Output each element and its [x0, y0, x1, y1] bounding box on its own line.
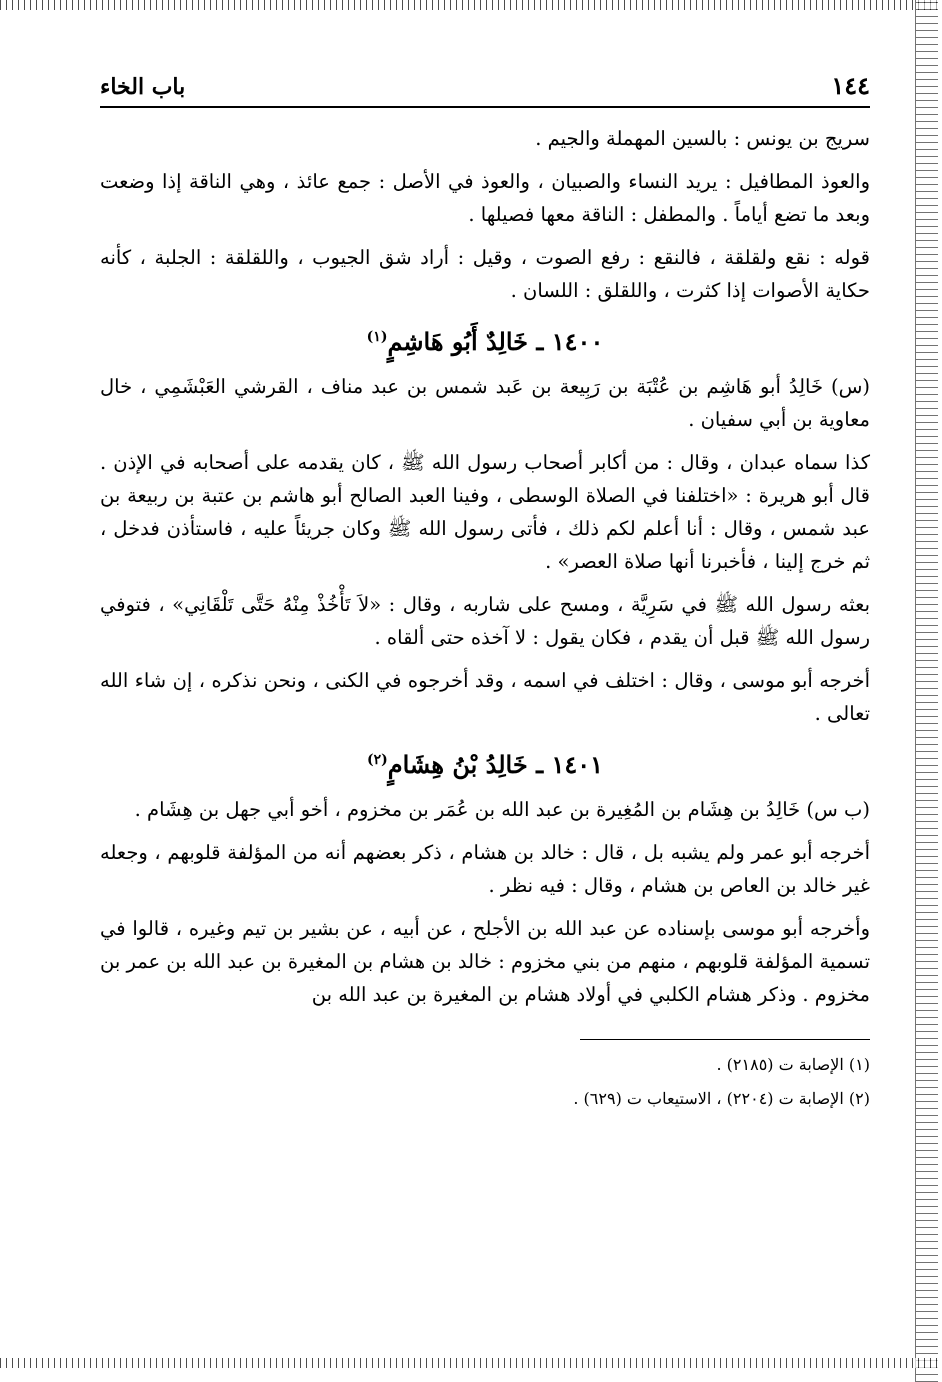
decorative-border-right [915, 0, 938, 1382]
paragraph: وأخرجه أبو موسى بإسناده عن عبد الله بن الأجلح ، عن أبيه ، عن بشير بن تيم وغيره ، قالوا في تسمية المؤلفة قلوبهم ، منهم من بني مخزوم : خالد بن هشام بن المغيرة بن عبد الله بن عمر بن مخزوم . وذكر هشام الكلبي في أولاد هشام بن المغيرة بن عبد الله بن [100, 917, 870, 1006]
paragraph: (ب س) خَالِدُ بن هِشَام بن المُغِيرة بن عبد الله بن عُمَر بن مخزوم ، أخو أبي جهل بن هِشَام . [134, 798, 870, 821]
body-text [100, 122, 870, 1011]
footnote: (١) الإصابة ت (٢١٨٥) . [716, 1055, 870, 1074]
decorative-border-bottom [0, 1358, 942, 1368]
paragraph: بعثه رسول الله ﷺ في سَرِيَّة ، ومسح على شاربه ، وقال : «لاَ تَأْخُذْ مِنْهُ حَتَّى تَلْقَانِي» ، فتوفي رسول الله ﷺ قبل أن يقدم ، فكان يقول : لا آخذه حتى ألقاه . [100, 593, 870, 649]
book-page [100, 66, 870, 1116]
footnote-divider [580, 1039, 870, 1040]
footnote-ref: (٢) [366, 752, 388, 768]
entry-heading-1400 [100, 317, 870, 362]
paragraph: أخرجه أبو موسى ، وقال : اختلف في اسمه ، وقد أخرجوه في الكنى ، ونحن نذكره ، إن شاء الله تعالى . [100, 669, 870, 725]
paragraph: سريج بن يونس : بالسين المهملة والجيم . [535, 127, 870, 150]
paragraph: أخرجه أبو عمر ولم يشبه بل ، قال : خالد بن هشام ، ذكر بعضهم أنه من المؤلفة قلوبهم ، وجعله غير خالد بن العاص بن هشام ، وقال : فيه نظر . [100, 841, 870, 897]
page-number: ١٤٤ [831, 71, 870, 100]
footnote-ref: (١) [366, 329, 388, 345]
section-title: باب الخاء [100, 74, 186, 100]
running-header [100, 66, 870, 108]
paragraph: والعوذ المطافيل : يريد النساء والصبيان ، والعوذ في الأصل : جمع عائذ ، وهي الناقة إذا وضعت وبعد ما تضع أياماً . والمطفل : الناقة معها فصيلها . [100, 170, 870, 226]
paragraph: (س) خَالِدُ أبو هَاشِم بن عُتْبَة بن رَبِيعة بن عَبد شمس بن عبد مناف ، القرشي العَبْشَمِي ، خال معاوية بن أبي سفيان . [100, 375, 870, 431]
paragraph: كذا سماه عبدان ، وقال : من أكابر أصحاب رسول الله ﷺ ، كان يقدمه على أصحابه في الإذن . قال أبو هريرة : «اختلفنا في الصلاة الوسطى ، وفينا العبد الصالح أبو هاشم بن عتبة بن ربيعة بن عبد شمس ، وقال : أنا أعلم لكم ذلك ، فأتى رسول الله ﷺ وكان جريئاً عليه ، فاستأذن فدخل ، ثم خرج إلينا ، فأخبرنا أنها صلاة العصر» . [100, 451, 870, 573]
paragraph: قوله : نقع ولقلقة ، فالنقع : رفع الصوت ، وقيل : أراد شق الجيوب ، واللقلقة : الجلبة ، كأنه حكاية الأصوات إذا كثرت ، واللقلق : اللسان . [100, 246, 870, 302]
footnote: (٢) الإصابة ت (٢٢٠٤) ، الاستيعاب ت (٦٢٩) . [573, 1089, 870, 1108]
entry-heading-1401 [100, 740, 870, 785]
entry-title: ١٤٠١ ـ خَالِدُ بْنُ هِشَامٍ [387, 750, 604, 779]
entry-title: ١٤٠٠ ـ خَالِدٌ أَبُو هَاشِمٍ [387, 327, 604, 356]
decorative-border-top [0, 0, 942, 10]
